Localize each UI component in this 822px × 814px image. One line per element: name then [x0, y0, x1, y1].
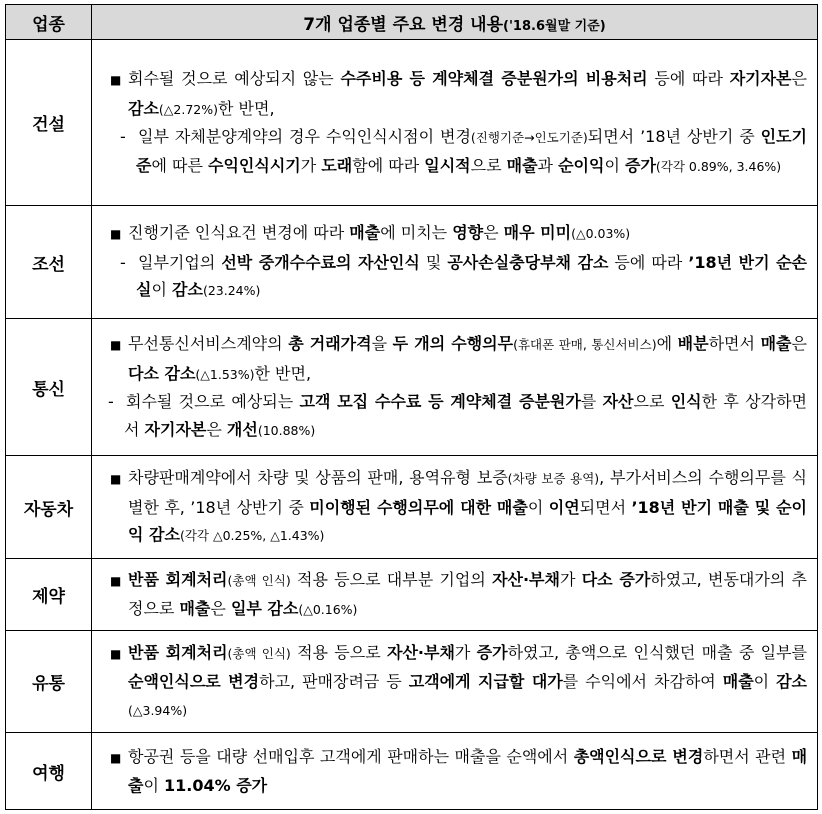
body-text: 등에 따라	[608, 252, 689, 272]
body-text: 은	[791, 334, 807, 353]
note-text: (△3.94%)	[128, 702, 188, 718]
emphasis-text: 일시적	[424, 155, 471, 175]
body-text: 일부기업의	[138, 252, 222, 272]
note-text: (△1.53%)	[195, 366, 255, 382]
body-text: 하면서 관련	[703, 746, 792, 766]
body-text: 함에 따라	[352, 155, 425, 175]
emphasis-text: 다소 증가	[581, 569, 651, 589]
emphasis-text: 자산	[602, 392, 634, 411]
square-bullet-icon: ■	[110, 573, 122, 588]
body-text: 한 반면,	[218, 98, 275, 118]
emphasis-text: 공사손실충당부채 감소	[447, 252, 609, 272]
dash-marker: -	[120, 252, 126, 272]
header-changes	[92, 5, 818, 40]
body-text: 하면서	[708, 334, 761, 353]
body-text: 회수될 것으로 예상되는	[126, 392, 300, 411]
emphasis-text: 감소	[128, 98, 159, 118]
bullet-item	[102, 330, 807, 388]
body-text: 이	[527, 497, 549, 517]
emphasis-text: 매우 미미	[503, 223, 572, 243]
note-text: (각각 0.89%, 3.46%)	[655, 158, 782, 174]
body-text: 가	[300, 155, 322, 175]
header-title: 7개 업종별 주요 변경 내용	[303, 14, 504, 35]
emphasis-text: 매출	[349, 223, 381, 243]
bullet-item	[102, 219, 807, 249]
industry-changes-table	[5, 4, 818, 810]
emphasis-text: ’18년 반기 순손실	[136, 252, 807, 300]
note-text: (총액 인식)	[227, 645, 291, 661]
industry-cell: 통신	[6, 319, 92, 456]
body-text: 되면서 ’18년 상반기 중	[587, 127, 761, 146]
body-text: 은	[791, 69, 807, 88]
body-text: 으로	[470, 155, 507, 175]
emphasis-text: 감소	[172, 280, 203, 300]
emphasis-text: 선박 중개수수료의 자산인식	[221, 252, 420, 272]
emphasis-text: 반품 회계처리	[128, 569, 228, 589]
emphasis-text: 영향	[452, 223, 484, 243]
body-text: 하였고, 총액으로 인식했던 매출 중 일부를	[507, 642, 807, 662]
note-text: (총액 인식)	[227, 572, 291, 588]
emphasis-text: 자기자본	[144, 419, 207, 439]
industry-cell: 자동차	[6, 456, 92, 559]
body-text: 항공권 등을 대량 선매입후 고객에게 판매하는 매출을 순액에서	[128, 746, 574, 766]
square-bullet-icon: ■	[110, 646, 122, 661]
emphasis-text: 자기자본	[729, 69, 792, 88]
emphasis-text: 미이행된 수행의무에 대한 매출	[309, 497, 528, 517]
header-date-note: ('18.6월말 기준)	[503, 18, 606, 34]
emphasis-text: 순액인식으로 변경	[128, 672, 260, 692]
dash-marker: -	[108, 392, 114, 411]
body-text: 진행기준 인식요건 변경에 따라	[128, 223, 350, 243]
body-text: 과	[537, 155, 559, 175]
emphasis-text: 수익인식시기	[208, 155, 301, 175]
note-text: (각각 △0.25%, △1.43%)	[179, 528, 325, 544]
body-text: 한 후 상각하면서	[124, 392, 807, 439]
emphasis-text: 자산·부채	[492, 569, 560, 589]
emphasis-text: 다소 감소	[128, 363, 196, 383]
note-text: (10.88%)	[257, 422, 316, 438]
emphasis-text: 고객 모집 수수료 등 계약체결 증분원가	[299, 392, 581, 411]
body-text: 을	[371, 334, 393, 353]
body-text: 은	[483, 223, 504, 243]
note-text: (△0.16%)	[298, 602, 358, 617]
body-text: 에 미치는	[380, 223, 453, 243]
note-text: (진행기준→인도기준)	[470, 130, 588, 145]
emphasis-text: 총 거래가격	[288, 334, 372, 353]
body-text: 으로	[633, 392, 671, 411]
body-text: 이	[604, 155, 625, 175]
emphasis-text: 매출	[506, 155, 538, 175]
emphasis-text: 수주비용 등 계약체결 증분원가의 비용처리	[340, 69, 648, 88]
header-industry: 업종	[6, 5, 92, 40]
body-text: , 부가서비스의 수행의무를 식별한 후, ’18년 상반기 중	[128, 468, 807, 517]
square-bullet-icon: ■	[110, 338, 122, 352]
body-text: 에 따른	[151, 155, 209, 175]
note-text: (△0.03%)	[571, 226, 631, 242]
industry-cell: 조선	[6, 206, 92, 319]
bullet-item	[102, 65, 807, 123]
body-text: 일부 자체분양계약의 경우 수익인식시점이 변경	[138, 127, 471, 146]
industry-cell: 제약	[6, 559, 92, 631]
body-text: 은	[210, 599, 231, 618]
square-bullet-icon: ■	[110, 750, 122, 765]
emphasis-text: 두 개의 수행의무	[392, 334, 514, 353]
industry-cell: 유통	[6, 631, 92, 733]
body-text: 적용 등으로 대부분 기업의	[290, 569, 493, 589]
emphasis-text: 감소	[776, 672, 807, 692]
dash-marker: -	[120, 127, 126, 146]
table-row	[6, 206, 818, 319]
emphasis-text: 반품 회계처리	[128, 642, 228, 662]
emphasis-text: 개선	[226, 419, 258, 439]
body-text: 및	[419, 252, 448, 272]
body-text: 적용 등으로	[290, 642, 387, 662]
description-cell	[92, 559, 818, 631]
body-text: 이	[151, 280, 173, 300]
body-text: 등에 따라	[647, 69, 730, 88]
body-text: 무선통신서비스계약의	[128, 334, 289, 353]
description-cell	[92, 206, 818, 319]
table-row	[6, 631, 818, 733]
body-text: 에	[656, 334, 678, 353]
note-text: (차량 보증 용역)	[507, 471, 600, 487]
note-text: (△2.72%)	[158, 101, 218, 117]
square-bullet-icon: ■	[110, 472, 122, 487]
bullet-item	[102, 464, 807, 550]
emphasis-text: 인도기준	[136, 127, 808, 175]
table-row	[6, 456, 818, 559]
emphasis-text: 순이익	[558, 155, 605, 175]
emphasis-text: 매출	[179, 599, 211, 618]
emphasis-text: 총액인식으로 변경	[573, 746, 704, 766]
body-text: 가	[454, 642, 477, 662]
description-cell	[92, 631, 818, 733]
emphasis-text: 인식	[670, 392, 702, 411]
emphasis-text: 일부 감소	[230, 599, 299, 618]
table-row	[6, 319, 818, 456]
table-row	[6, 559, 818, 631]
description-cell	[92, 319, 818, 456]
emphasis-text: 자산·부채	[387, 642, 455, 662]
table-row	[6, 40, 818, 206]
description-cell	[92, 40, 818, 206]
table-row	[6, 733, 818, 810]
note-text: (휴대폰 판매, 통신서비스)	[513, 337, 657, 352]
table-body	[6, 40, 818, 810]
note-text: (23.24%)	[202, 283, 261, 299]
emphasis-text: 매출	[760, 334, 792, 353]
emphasis-text: 증가	[625, 155, 656, 175]
emphasis-text: 매출	[128, 746, 808, 795]
bullet-item	[102, 566, 807, 624]
dash-item	[102, 249, 807, 305]
bullet-item	[102, 639, 807, 725]
dash-item	[102, 388, 807, 444]
body-text: 하고, 판매장려금 등	[259, 672, 409, 692]
emphasis-text: 증가	[476, 642, 508, 662]
body-text: 를	[580, 392, 603, 411]
body-text: 가	[559, 569, 582, 589]
emphasis-text: 11.04% 증가	[164, 776, 268, 795]
industry-cell: 여행	[6, 733, 92, 810]
emphasis-text: ’18년 반기 매출 및 순이익 감소	[128, 497, 808, 545]
body-text: 은	[206, 419, 227, 439]
emphasis-text: 매출	[722, 672, 754, 692]
bullet-item	[102, 743, 807, 800]
body-text: 이	[143, 776, 165, 795]
emphasis-text: 도래	[321, 155, 353, 175]
body-text: 되면서	[579, 497, 632, 517]
body-text: 차량판매계약에서 차량 및 상품의 판매, 용역유형 보증	[128, 468, 508, 488]
body-text: 하였고, 변동대가의 추정으로	[128, 569, 808, 618]
dash-item	[102, 123, 807, 180]
industry-cell: 건설	[6, 40, 92, 206]
body-text: 를 수익에서 차감하여	[562, 672, 723, 692]
square-bullet-icon: ■	[110, 227, 122, 242]
table-header-row	[6, 5, 818, 40]
body-text: 이	[753, 672, 777, 692]
emphasis-text: 이연	[548, 497, 580, 517]
emphasis-text: 배분	[677, 334, 709, 353]
square-bullet-icon: ■	[110, 73, 122, 87]
body-text: 회수될 것으로 예상되지 않는	[128, 69, 341, 88]
description-cell	[92, 733, 818, 810]
emphasis-text: 고객에게 지급할 대가	[408, 672, 563, 692]
body-text: 한 반면,	[254, 363, 312, 383]
description-cell	[92, 456, 818, 559]
